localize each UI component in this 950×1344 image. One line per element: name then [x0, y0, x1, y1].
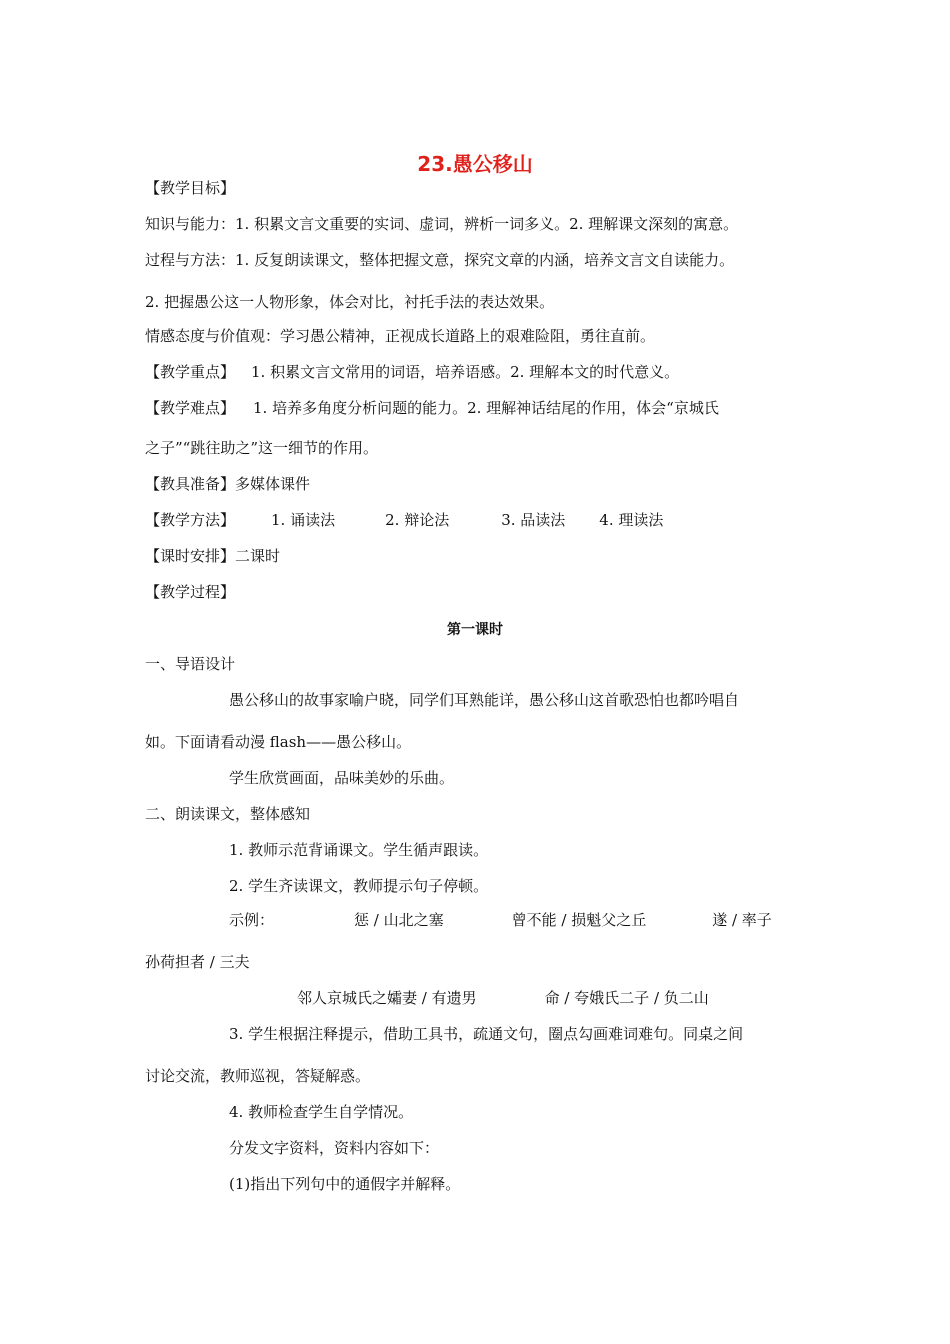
step-3-cont: 讨论交流，教师巡视，答疑解惑。 — [145, 1067, 371, 1085]
method-item: 2. 辩论法 — [385, 511, 450, 529]
emotion-objective: 情感态度与价值观：学习愚公精神，正视成长道路上的艰难险阻，勇往直前。 — [145, 327, 656, 345]
question-1: (1)指出下列句中的通假字并解释。 — [229, 1175, 461, 1193]
step-1: 1. 教师示范背诵课文。学生循声跟读。 — [229, 841, 489, 859]
example-item: 邻人京城氏之孀妻 / 有遗男 — [297, 989, 477, 1007]
example-label: 示例： — [229, 911, 275, 929]
method-item: 4. 理读法 — [599, 511, 664, 529]
key-points-text: 1. 积累文言文常用的词语，培养语感。2. 理解本文的时代意义。 — [251, 363, 680, 381]
section2-heading: 二、朗读课文，整体感知 — [145, 805, 311, 823]
schedule: 【课时安排】二课时 — [145, 547, 281, 565]
step-3: 3. 学生根据注释提示，借助工具书，疏通文句，圈点勾画难词难句。同桌之间 — [229, 1025, 744, 1043]
key-points — [145, 362, 679, 382]
intro-paragraph-2: 学生欣赏画面，品味美妙的乐曲。 — [229, 769, 455, 787]
example-row-2 — [297, 988, 709, 1008]
process-objective-cont: 2. 把握愚公这一人物形象，体会对比，衬托手法的表达效果。 — [145, 293, 555, 311]
process-heading: 【教学过程】 — [145, 583, 236, 601]
methods-label: 【教学方法】 — [145, 511, 236, 529]
step-4: 4. 教师检查学生自学情况。 — [229, 1103, 414, 1121]
example-item: 命 / 夸娥氏二子 / 负二山 — [544, 989, 709, 1007]
difficult-points-label: 【教学难点】 — [145, 399, 236, 417]
step-2: 2. 学生齐读课文，教师提示句子停顿。 — [229, 877, 489, 895]
tools: 【教具准备】多媒体课件 — [145, 475, 311, 493]
example-item: 遂 / 率子 — [712, 911, 772, 929]
methods — [145, 510, 663, 530]
key-points-label: 【教学重点】 — [145, 363, 236, 381]
objectives-heading: 【教学目标】 — [145, 179, 236, 197]
process-objective: 过程与方法：1. 反复朗读课文，整体把握文意，探究文章的内涵，培养文言文自读能力。 — [145, 251, 735, 269]
section1-heading: 一、导语设计 — [145, 655, 236, 673]
method-item: 3. 品读法 — [501, 511, 566, 529]
example-item: 惩 / 山北之塞 — [354, 911, 444, 929]
difficult-points-cont: 之子”“跳往助之”这一细节的作用。 — [145, 439, 379, 457]
knowledge-objective: 知识与能力：1. 积累文言文重要的实词、虚词，辨析一词多义。2. 理解课文深刻的寓意。 — [145, 215, 739, 233]
handout: 分发文字资料，资料内容如下： — [229, 1139, 440, 1157]
intro-paragraph-cont: 如。下面请看动漫 flash——愚公移山。 — [145, 733, 412, 751]
method-item: 1. 诵读法 — [271, 511, 336, 529]
example-cont: 孙荷担者 / 三夫 — [145, 953, 250, 971]
document-title: 23.愚公移山 — [417, 152, 533, 176]
intro-paragraph: 愚公移山的故事家喻户晓，同学们耳熟能详，愚公移山这首歌恐怕也都吟唱自 — [229, 691, 740, 709]
lesson1-heading: 第一课时 — [447, 622, 503, 638]
example-item: 曾不能 / 损魁父之丘 — [511, 911, 647, 929]
difficult-points-text: 1. 培养多角度分析问题的能力。2. 理解神话结尾的作用，体会“京城氏 — [253, 399, 719, 417]
difficult-points — [145, 398, 719, 418]
example-row — [229, 910, 772, 930]
